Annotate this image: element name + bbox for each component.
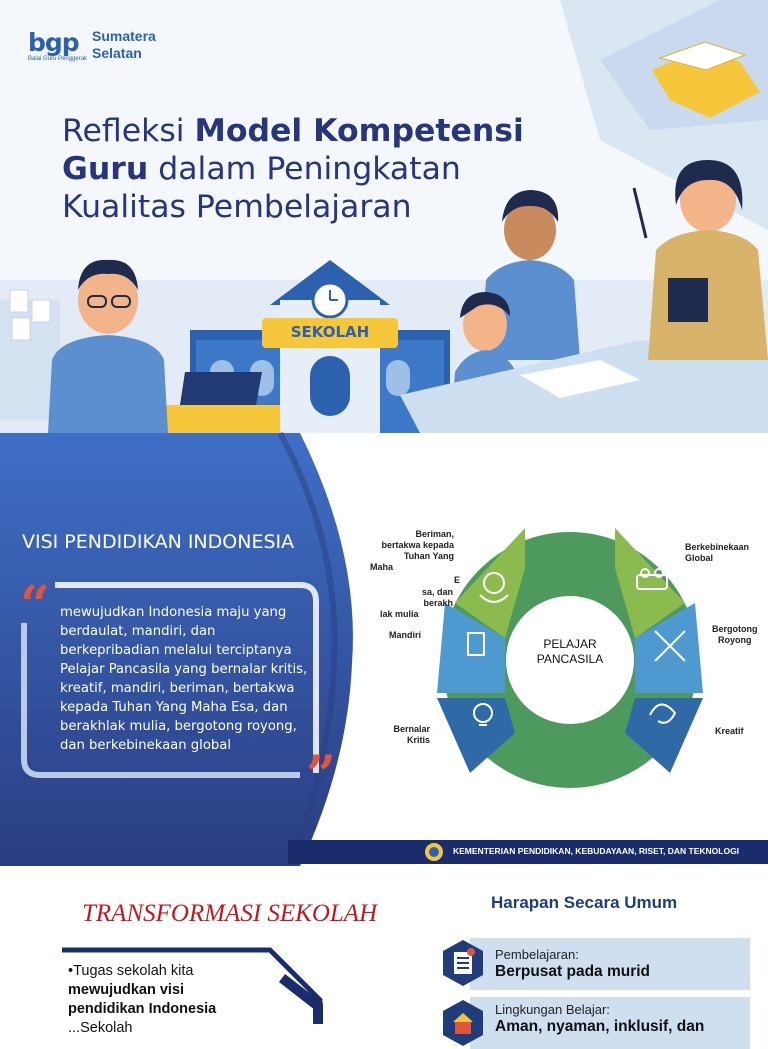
label-beriman xyxy=(370,529,454,573)
title-part-bold: Model Kompetensi xyxy=(194,113,524,149)
ministry-footer-text: KEMENTERIAN PENDIDIKAN, KEBUDAYAAN, RISET, DAN TEKNOLOGI xyxy=(453,846,740,856)
label-akhlak xyxy=(380,587,453,620)
title-part: Refleksi xyxy=(62,113,195,149)
harapan-title: Harapan Secara Umum xyxy=(491,893,678,912)
harapan-card-label: Pembelajaran: xyxy=(495,947,579,962)
label-line: berakh xyxy=(423,598,453,608)
slide-transformasi xyxy=(0,866,768,1036)
center-line: PANCASILA xyxy=(536,652,604,666)
bullet-icon: • xyxy=(68,963,74,979)
label-akhlak-e: E xyxy=(454,575,461,585)
label-line: Global xyxy=(685,553,714,563)
label-line: Kritis xyxy=(406,735,430,745)
tugas-line: Tugas sekolah kita xyxy=(73,963,194,979)
label-line: Maha xyxy=(370,562,394,572)
slide-visi xyxy=(0,433,768,866)
cover-title xyxy=(62,112,622,226)
close-quote-glyph: ” xyxy=(306,745,336,806)
logo-region xyxy=(92,28,156,62)
school-sign: SEKOLAH xyxy=(290,323,370,341)
title-part-bold: Guru xyxy=(62,151,149,187)
label-line: Berkebinekaan xyxy=(685,542,750,552)
slide-cover xyxy=(0,0,768,433)
learning-environment-icon xyxy=(440,998,486,1048)
open-quote-glyph: “ xyxy=(20,575,50,636)
learning-checklist-icon xyxy=(440,938,486,988)
tugas-bold: mewujudkan visi pendidikan Indonesia xyxy=(68,982,217,1017)
visi-title: VISI PENDIDIKAN INDONESIA xyxy=(22,531,295,553)
logo-region-line1: Sumatera xyxy=(92,28,156,44)
label-mandiri: Mandiri xyxy=(389,630,422,640)
label-berkebinekaan-global xyxy=(685,542,749,564)
label-line: Royong xyxy=(718,635,752,645)
harapan-card-value: Berpusat pada murid xyxy=(495,963,651,980)
tugas-text xyxy=(68,962,258,1038)
logo-region-line2: Selatan xyxy=(92,45,142,61)
label-line: Bergotong xyxy=(712,624,758,634)
label-bernalar-kritis xyxy=(388,724,430,746)
label-line: Tuhan Yang xyxy=(403,551,454,561)
label-line: bertakwa kepada xyxy=(381,540,454,550)
center-line: PELAJAR xyxy=(543,637,597,651)
tut-wuri-logo-icon xyxy=(424,842,444,862)
label-line: Bernalar xyxy=(393,724,430,734)
label-line: sa, dan xyxy=(421,587,453,597)
label-kreatif: Kreatif xyxy=(715,726,744,736)
transformasi-title: TRANSFORMASI SEKOLAH xyxy=(82,900,378,927)
label-line: lak mulia xyxy=(380,609,419,619)
logo-subtitle: Balai Guru Penggerak xyxy=(28,56,88,62)
label-bergotong-royong xyxy=(712,624,758,646)
pancasila-center-label xyxy=(520,637,620,667)
harapan-card-label: Lingkungan Belajar: xyxy=(495,1002,610,1017)
title-part: dalam Peningkatan xyxy=(148,151,461,187)
title-part: Kualitas Pembelajaran xyxy=(62,189,412,225)
harapan-card-value: Aman, nyaman, inklusif, dan xyxy=(495,1018,705,1035)
logo-bgp: bgp xyxy=(28,28,79,57)
label-line: Beriman, xyxy=(415,529,454,539)
visi-quote: mewujudkan Indonesia maju yang berdaulat, mandiri, dan berkepribadian melalui terciptanya Pelajar Pancasila yang bernalar kritis, kreatif, mandiri, beriman, bertakwa kepada Tuhan Yang Maha Esa, dan berakhlak mulia, bergotong royong, dan berkebinekaan global xyxy=(60,605,308,753)
tugas-more: ...Sekolah xyxy=(68,1020,133,1036)
